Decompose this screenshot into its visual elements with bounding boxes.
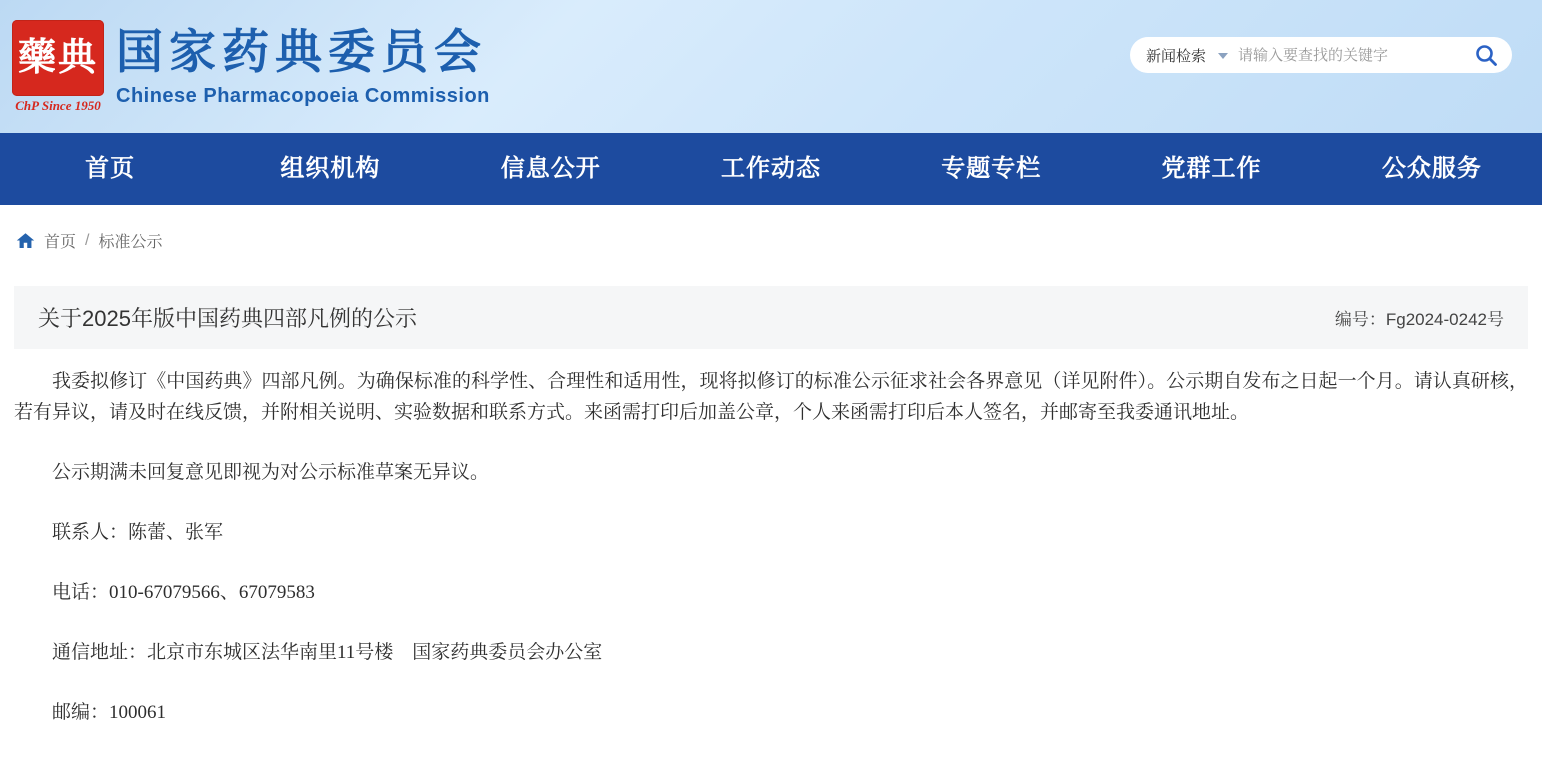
nav-item-information[interactable]: 信息公开 — [500, 155, 601, 182]
search-category-select[interactable]: 新闻检索 — [1146, 47, 1207, 65]
site-subtitle: Chinese Pharmacopoeia Commission — [116, 85, 490, 108]
search-button[interactable] — [1474, 43, 1498, 67]
site-title: 国家药典委员会 — [116, 24, 487, 78]
nav-item-public-service[interactable]: 公众服务 — [1381, 155, 1482, 182]
site-title-block — [116, 25, 490, 108]
chevron-down-icon[interactable] — [1218, 53, 1228, 59]
search-input[interactable] — [1238, 47, 1474, 64]
nav-item-party-work[interactable]: 党群工作 — [1161, 155, 1262, 182]
article-contact-phone: 电话：010-67079566、67079583 — [52, 582, 315, 603]
nav-item-home[interactable]: 首页 — [85, 155, 136, 182]
article-contact-person: 联系人：陈蕾、张军 — [52, 522, 224, 543]
home-icon[interactable] — [16, 231, 35, 250]
article-postal-code: 邮编：100061 — [52, 702, 167, 723]
page-title: 关于2025年版中国药典四部凡例的公示 — [38, 306, 417, 331]
breadcrumb-separator: / — [85, 231, 90, 249]
article-paragraph-intro: 我委拟修订《中国药典》四部凡例。为确保标准的科学性、合理性和适用性，现将拟修订的标准公示征求社会各界意见（详见附件）。公示期自发布之日起一个月。请认真研核，若有异议，请及时在线反馈，并附相关说明、实验数据和联系方式。来函需打印后加盖公章，个人来函需打印后本人签名，并邮寄至我委通讯地址。 — [14, 371, 1528, 423]
document-number: 编号：Fg2024-0242号 — [1334, 310, 1504, 329]
site-logo[interactable] — [12, 20, 104, 114]
breadcrumb-home[interactable]: 首页 — [44, 234, 77, 251]
nav-item-work-news[interactable]: 工作动态 — [720, 155, 821, 182]
search-bar — [1130, 37, 1512, 73]
breadcrumb-current[interactable]: 标准公示 — [98, 234, 163, 251]
seal-caption: ChP Since 1950 — [15, 97, 101, 113]
article-title-bar — [14, 286, 1528, 349]
article-paragraph-no-objection: 公示期满未回复意见即视为对公示标准草案无异议。 — [52, 462, 490, 483]
nav-item-special-columns[interactable]: 专题专栏 — [941, 155, 1042, 182]
breadcrumb — [0, 205, 1542, 252]
main-nav — [0, 133, 1542, 205]
site-header — [0, 0, 1542, 133]
search-icon — [1474, 43, 1498, 67]
seal-characters: 藥典 — [17, 36, 98, 79]
article-contact-address: 通信地址：北京市东城区法华南里11号楼 国家药典委员会办公室 — [52, 642, 603, 663]
nav-item-organization[interactable]: 组织机构 — [280, 155, 381, 182]
seal-logo-icon — [12, 20, 104, 96]
article-body — [14, 366, 1528, 728]
